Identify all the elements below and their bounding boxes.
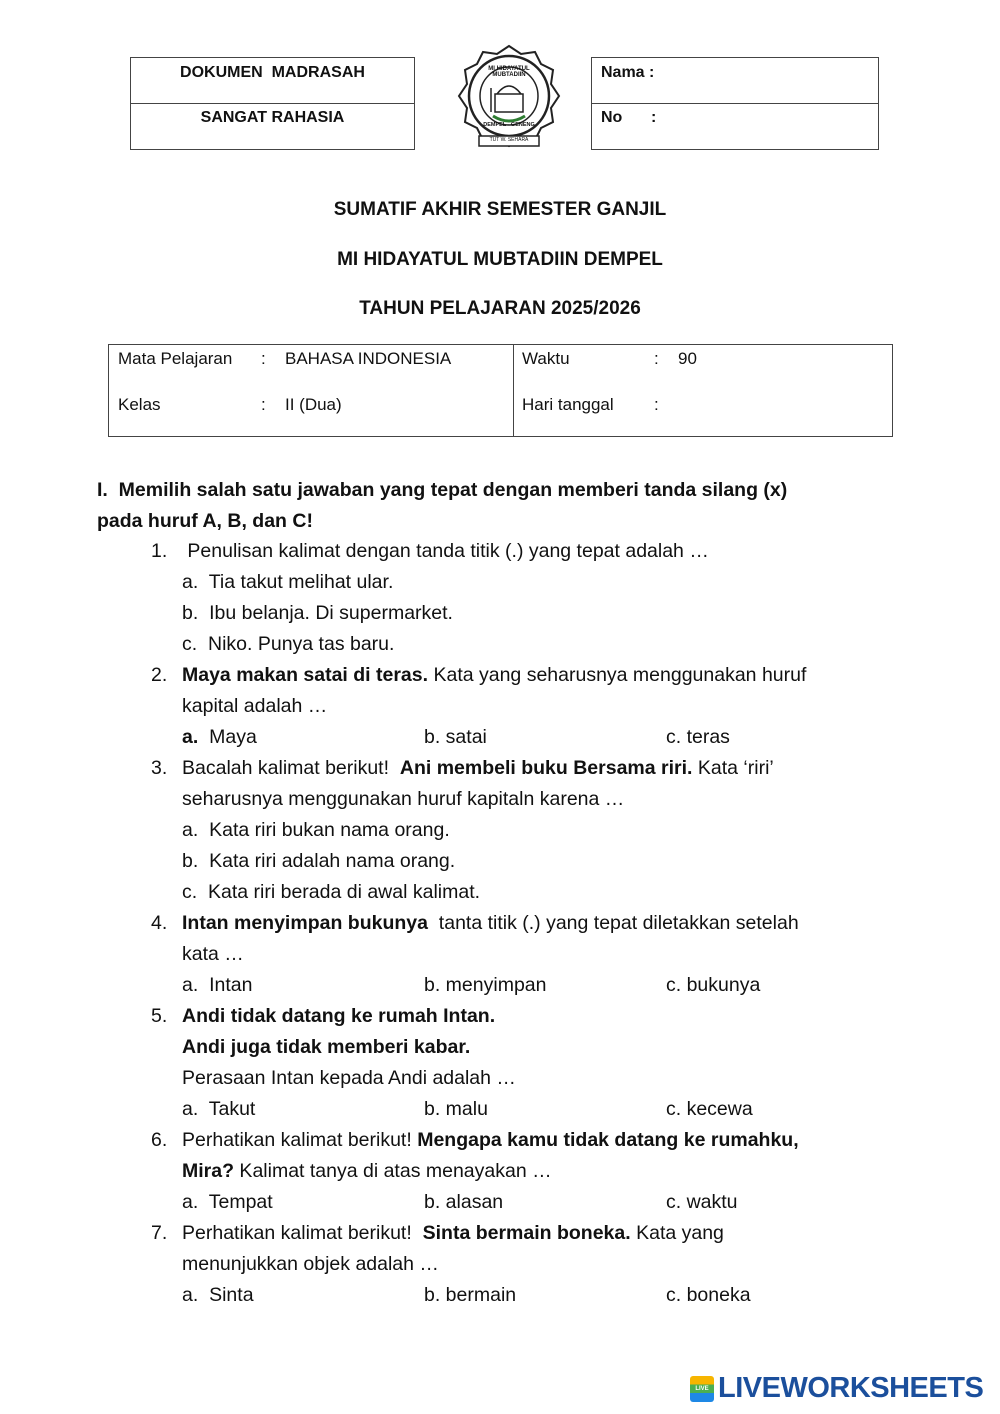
question-text: tanta titik (.) yang tepat diletakkan setelah [427, 912, 799, 934]
answer-option[interactable]: b. Kata riri adalah nama orang. [182, 850, 456, 872]
question-number: 5. [151, 1005, 168, 1027]
answer-option[interactable] [182, 722, 257, 753]
question-bold-text: Andi tidak datang ke rumah Intan. [182, 1005, 496, 1027]
exam-title: SUMATIF AKHIR SEMESTER GANJIL [333, 199, 667, 220]
name-field-label: Nama : [601, 64, 655, 81]
answer-option[interactable]: a. Tempat [182, 1191, 273, 1213]
answer-option[interactable]: a. Takut [182, 1098, 256, 1120]
question-text-line [182, 536, 882, 567]
question-number: 1. [151, 540, 168, 562]
question-text: seharusnya menggunakan huruf kapitaln karena … [182, 788, 625, 810]
liveworksheets-watermark [690, 1372, 990, 1408]
question-text-line [182, 660, 882, 691]
header-document-label: DOKUMEN MADRASAH [180, 64, 365, 81]
time-colon: : [654, 349, 659, 368]
watermark-badge [690, 1376, 714, 1402]
date-label: Hari tanggal [522, 395, 614, 414]
number-field-label: No [601, 109, 623, 126]
question-text: Kalimat tanya di atas menayakan … [234, 1160, 552, 1182]
section-instruction-line2: pada huruf A, B, dan C! [97, 510, 313, 532]
number-field-colon: : [651, 109, 657, 126]
answer-option[interactable]: c. bukunya [666, 974, 761, 996]
logo-ring-text-bottom: DEMPEL - GENENG [483, 122, 535, 128]
answer-option[interactable]: a. Sinta [182, 1284, 254, 1306]
answer-option[interactable]: a. Kata riri bukan nama orang. [182, 819, 450, 841]
answer-option[interactable]: a. Intan [182, 974, 253, 996]
class-label: Kelas [118, 395, 161, 414]
question-text-line [182, 1218, 882, 1249]
question-text: Kata ‘riri’ [692, 757, 774, 779]
question-text: menunjukkan objek adalah … [182, 1253, 439, 1275]
answer-option[interactable]: b. alasan [424, 1191, 504, 1213]
answer-option[interactable]: c. teras [666, 726, 730, 748]
time-label: Waktu [522, 349, 570, 368]
question-bold-text: Mira? [182, 1160, 235, 1182]
answer-option[interactable]: c. waktu [666, 1191, 738, 1213]
subject-value: BAHASA INDONESIA [285, 349, 452, 368]
section-instruction-line1: I. Memilih salah satu jawaban yang tepat dengan memberi tanda silang (x) [97, 479, 788, 501]
answer-option[interactable]: b. Ibu belanja. Di supermarket. [182, 602, 453, 624]
answer-option-label: a. [182, 726, 210, 748]
question-text: Perhatikan kalimat berikut! [182, 1222, 423, 1244]
answer-option[interactable]: b. malu [424, 1098, 488, 1120]
header-secret-label: SANGAT RAHASIA [200, 109, 345, 126]
question-text-line [182, 1001, 882, 1032]
date-colon: : [654, 395, 659, 414]
question-text-line [182, 1125, 882, 1156]
class-colon: : [261, 395, 266, 414]
question-text-line [182, 1156, 882, 1187]
year-title: TAHUN PELAJARAN 2025/2026 [359, 298, 641, 319]
question-bold-text: Mengapa kamu tidak datang ke rumahku, [417, 1129, 799, 1151]
answer-option[interactable]: c. Niko. Punya tas baru. [182, 633, 395, 655]
question-text-line [182, 939, 882, 970]
subject-colon: : [261, 349, 266, 368]
question-number: 3. [151, 757, 168, 779]
question-text-line [182, 1249, 882, 1280]
question-text-line [182, 753, 882, 784]
watermark-text: LIVEWORKSHEETS [718, 1372, 984, 1404]
logo-ribbon-text: TUT W. SEHARA [489, 137, 529, 143]
question-text: Kata yang [630, 1222, 724, 1244]
school-title: MI HIDAYATUL MUBTADIIN DEMPEL [337, 249, 663, 270]
answer-option[interactable]: a. Tia takut melihat ular. [182, 571, 394, 593]
question-text-line [182, 691, 882, 722]
question-text-line [182, 1063, 882, 1094]
answer-option[interactable]: c. Kata riri berada di awal kalimat. [182, 881, 481, 903]
question-bold-text: Intan menyimpan bukunya [182, 912, 428, 934]
question-text-line [182, 1032, 882, 1063]
answer-option[interactable]: b. menyimpan [424, 974, 547, 996]
answer-option[interactable]: c. boneka [666, 1284, 751, 1306]
question-bold-text: Andi juga tidak memberi kabar. [182, 1036, 471, 1058]
answer-option[interactable]: c. kecewa [666, 1098, 753, 1120]
question-number: 2. [151, 664, 168, 686]
question-text: Penulisan kalimat dengan tanda titik (.) yang tepat adalah … [182, 540, 709, 562]
subject-label: Mata Pelajaran [118, 349, 233, 368]
question-text-line [182, 908, 882, 939]
question-text: Bacalah kalimat berikut! [182, 757, 400, 779]
answer-option[interactable]: b. bermain [424, 1284, 517, 1306]
logo-ring-text-top: MI HIDAYATUL MUBTADIIN [488, 66, 530, 78]
question-text: Perasaan Intan kepada Andi adalah … [182, 1067, 516, 1089]
question-bold-text: Ani membeli buku Bersama riri. [399, 757, 693, 779]
answer-option[interactable]: b. satai [424, 726, 487, 748]
question-bold-text: Maya makan satai di teras. [182, 664, 429, 686]
question-text-line [182, 784, 882, 815]
question-bold-text: Sinta bermain boneka. [422, 1222, 631, 1244]
answer-option-text: Maya [209, 726, 257, 748]
question-text: kata … [182, 943, 244, 965]
question-text: Perhatikan kalimat berikut! [182, 1129, 418, 1151]
question-number: 7. [151, 1222, 168, 1244]
question-text: kapital adalah … [182, 695, 328, 717]
question-text: Kata yang seharusnya menggunakan huruf [428, 664, 807, 686]
question-number: 6. [151, 1129, 168, 1151]
class-value: II (Dua) [285, 395, 342, 414]
watermark-badge-text: LIVE [695, 1386, 709, 1392]
question-number: 4. [151, 912, 168, 934]
time-value: 90 [678, 349, 697, 368]
